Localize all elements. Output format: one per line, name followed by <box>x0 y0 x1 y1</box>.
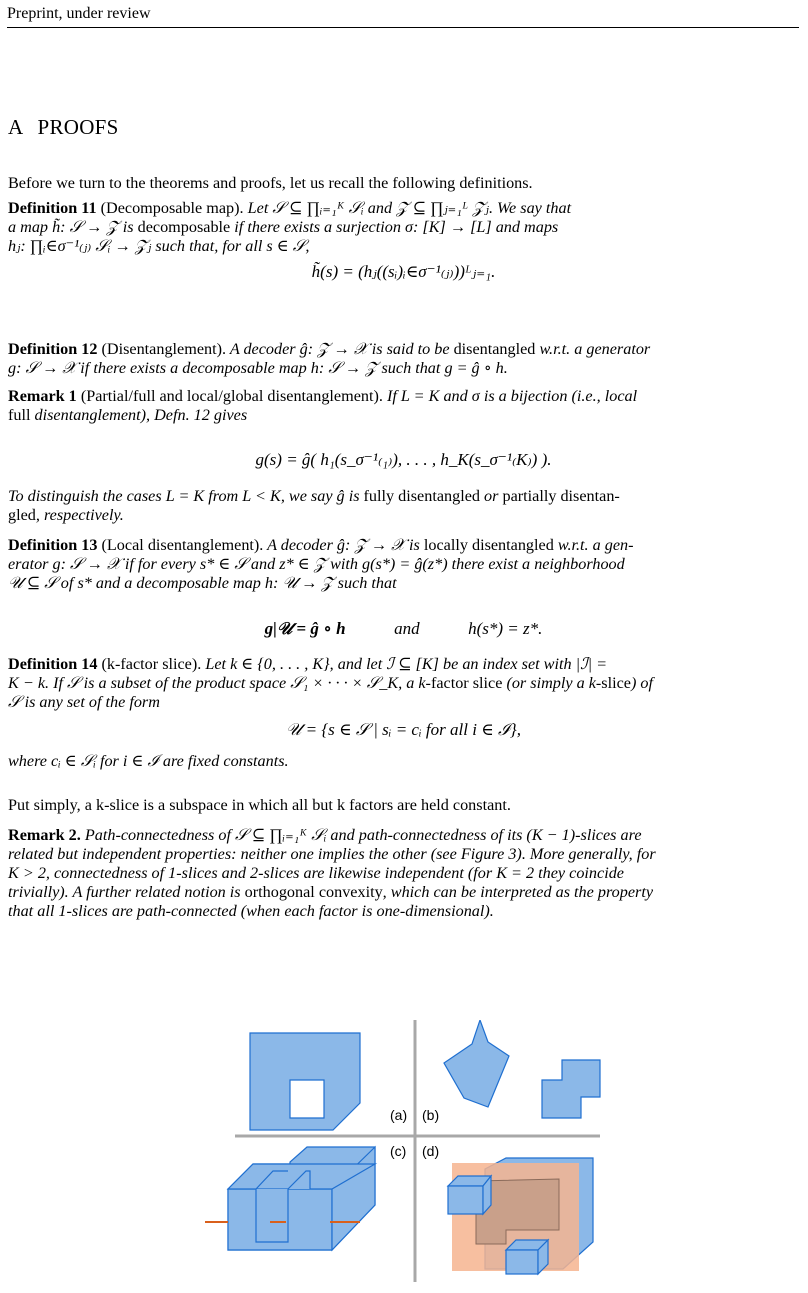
def13-body-b: w.r.t. a gen- <box>557 536 634 554</box>
definition-12 <box>8 340 799 378</box>
def13-eq-left: g|𝒰 = ĝ ∘ h <box>264 619 346 638</box>
definition-13 <box>8 536 799 593</box>
rem1-label: Remark 1 <box>8 387 77 405</box>
def11-line1: Let 𝒮 ⊆ ∏ᵢ₌₁ᴷ 𝒮ᵢ and 𝒵 ⊆ ∏ⱼ₌₁ᴸ 𝒵ⱼ. We say that <box>247 199 572 217</box>
def13-line2: erator g: 𝒮 → 𝒳 if for every s* ∈ 𝒮 and z* ∈ 𝒵 with g(s*) = ĝ(z*) there exist a neighborhood <box>8 555 625 573</box>
simply-paragraph: Put simply, a k-slice is a subspace in which all but k factors are held constant. <box>8 796 511 814</box>
def14-term: factor slice <box>430 674 503 692</box>
rem1-after-c: , respectively. <box>35 506 124 524</box>
running-header: Preprint, under review <box>7 4 799 28</box>
remark-2 <box>8 826 799 921</box>
def14-line2a: K − k. If 𝒮 is a subset of the product space 𝒮₁ × · · · × 𝒮_K, a k- <box>8 674 431 692</box>
def14-line2c: ) of <box>630 674 653 692</box>
def13-line3: 𝒰 ⊆ 𝒮 of s* and a decomposable map h: 𝒰 → 𝒵 such that <box>8 574 397 592</box>
rem1-body-b: disentanglement), Defn. 12 gives <box>34 406 248 424</box>
def13-term: locally disentangled <box>423 536 554 554</box>
figure-3 <box>190 1020 620 1282</box>
def11-line2a: a map h̃: 𝒮 → 𝒵 is <box>8 218 134 236</box>
def11-line3: hⱼ: ∏ᵢ∈σ⁻¹₍ⱼ₎ 𝒮ᵢ → 𝒵ⱼ such that, for all s ∈ 𝒮, <box>8 237 310 255</box>
rem2-line4a: trivially). A further related notion is <box>8 883 241 901</box>
def14-equation: 𝒰 = {s ∈ 𝒮 | sᵢ = cᵢ for all i ∈ ℐ}, <box>286 720 521 739</box>
figure-3-svg <box>190 1020 620 1282</box>
section-number: A <box>8 115 24 139</box>
rem2-line2: related but independent properties: neither one implies the other (see Figure 3). More generally, for <box>8 845 656 863</box>
rem2-line1: Path-connectedness of 𝒮 ⊆ ∏ᵢ₌₁ᴷ 𝒮ᵢ and path-connectedness of its (K − 1)-slices are <box>84 826 642 844</box>
panel-d-small-block <box>448 1186 483 1214</box>
panel-label-b: (b) <box>422 1107 440 1123</box>
section-heading <box>8 115 119 140</box>
panel-d-bottom-block <box>506 1250 538 1274</box>
def13-label: Definition 13 <box>8 536 98 554</box>
rem1-term-partial: partially disentan- <box>502 487 620 505</box>
panel-label-d: (d) <box>422 1143 440 1159</box>
rem1-term-partial-b: gled <box>8 506 36 524</box>
def14-after: where cᵢ ∈ 𝒮ᵢ for i ∈ ℐ are fixed constants. <box>8 752 289 770</box>
remark-1 <box>8 387 799 425</box>
def11-line2b: if there exists a surjection σ: [K] → [L] and maps <box>234 218 559 236</box>
rem1-after-a: To distinguish the cases L = K from L < K, we say ĝ is <box>8 487 360 505</box>
definition-11 <box>8 199 799 256</box>
def12-body-a: A decoder ĝ: 𝒵 → 𝒳 is said to be <box>229 340 450 358</box>
def14-term2: slice <box>601 674 631 692</box>
panel-label-a: (a) <box>390 1107 408 1123</box>
def14-line1: Let k ∈ {0, . . . , K}, and let ℐ ⊆ [K] be an index set with |ℐ| = <box>205 655 608 673</box>
rem2-term: orthogonal convexity <box>244 883 383 901</box>
def14-label: Definition 14 <box>8 655 98 673</box>
panel-b-lshape <box>542 1060 600 1118</box>
rem1-term-full: fully disentangled <box>363 487 480 505</box>
rem2-line3: K > 2, connectedness of 1-slices and 2-slices are likewise independent (for K = 2 they coincide <box>8 864 624 882</box>
rem1-term: full <box>8 406 31 424</box>
intro-paragraph: Before we turn to the theorems and proofs, let us recall the following definitions. <box>8 174 533 192</box>
rem1-after-b: or <box>484 487 499 505</box>
rem1-body-a: If L = K and σ is a bijection (i.e., local <box>386 387 638 405</box>
def12-body-c: g: 𝒮 → 𝒳 if there exists a decomposable map h: 𝒮 → 𝒵 such that g = ĝ ∘ h. <box>8 359 508 377</box>
def12-label: Definition 12 <box>8 340 98 358</box>
def14-name: (k-factor slice). <box>101 655 202 673</box>
def13-name: (Local disentanglement). <box>101 536 264 554</box>
def11-term: decomposable <box>137 218 231 236</box>
def11-label: Definition 11 <box>8 199 97 217</box>
definition-14 <box>8 655 799 712</box>
panel-b-star <box>444 1020 509 1107</box>
def12-name: (Disentanglement). <box>101 340 227 358</box>
def12-body-b: w.r.t. a generator <box>539 340 651 358</box>
rem2-line4b: , which can be interpreted as the property <box>382 883 654 901</box>
def11-name: (Decomposable map). <box>100 199 244 217</box>
section-title: PROOFS <box>37 115 119 139</box>
def13-body-a: A decoder ĝ: 𝒵 → 𝒳 is <box>267 536 420 554</box>
rem1-equation: g(s) = ĝ( h₁(s_σ⁻¹₍₁₎), . . . , h_K(s_σ⁻¹₍K₎) ). <box>255 450 552 469</box>
def14-line2b: (or simply a k- <box>506 674 602 692</box>
rem1-name: (Partial/full and local/global disentanglement). <box>80 387 383 405</box>
def13-eq-right: h(s*) = z*. <box>468 619 543 638</box>
rem2-label: Remark 2. <box>8 826 81 844</box>
panel-label-c: (c) <box>390 1143 407 1159</box>
def12-term: disentangled <box>453 340 536 358</box>
def14-line3: 𝒮 is any set of the form <box>8 693 160 711</box>
def13-equation <box>8 619 799 639</box>
panel-a-shape <box>250 1033 360 1130</box>
rem1-after <box>8 487 799 525</box>
rem2-line5: that all 1-slices are path-connected (when each factor is one-dimensional). <box>8 902 494 920</box>
def11-equation: h̃(s) = (hⱼ((sᵢ)ᵢ∈σ⁻¹₍ⱼ₎))ᴸⱼ₌₁. <box>311 262 496 281</box>
def13-eq-and: and <box>394 619 420 638</box>
